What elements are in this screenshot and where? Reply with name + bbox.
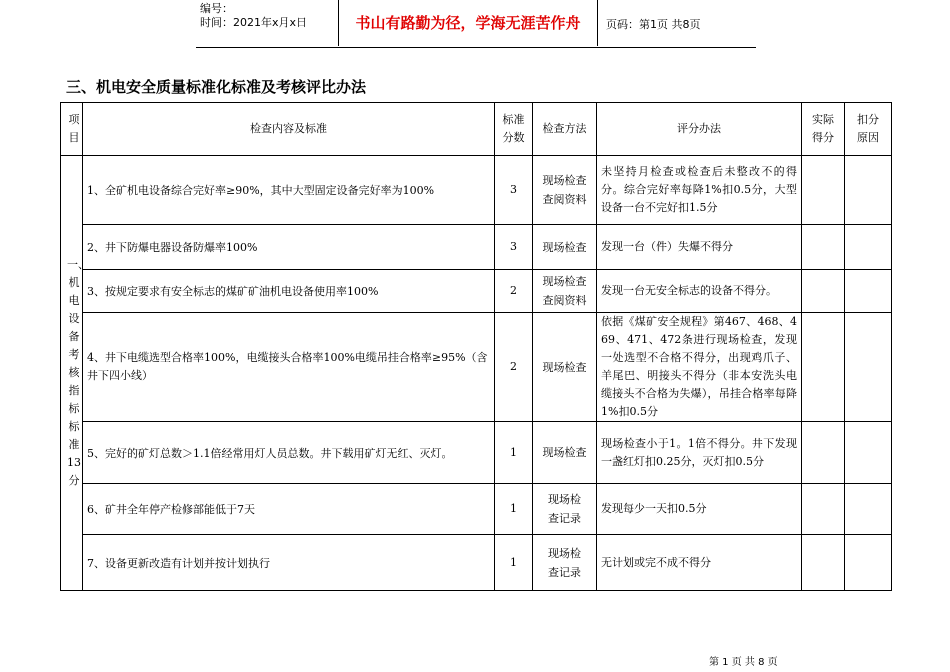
row-deduction-reason xyxy=(845,270,892,313)
row-score: 2 xyxy=(495,313,533,422)
row-rule: 未坚持月检查或检查后未整改不的得分。综合完好率每降1%扣0.5分，大型设备一台不完好扣1.5分 xyxy=(597,156,802,225)
row-rule: 发现每少一天扣0.5分 xyxy=(597,484,802,535)
row-score: 2 xyxy=(495,270,533,313)
header-reason: 扣分原因 xyxy=(845,103,892,156)
page-number-label: 页码：第1页 共8页 xyxy=(606,18,701,31)
time-label: 时间：2021年x月x日 xyxy=(200,16,308,29)
row-method: 现场检查记录 xyxy=(533,484,597,535)
row-actual-score xyxy=(802,535,845,591)
row-deduction-reason xyxy=(845,313,892,422)
header-meta xyxy=(200,2,307,30)
page-footer: 第 1 页 共 8 页 xyxy=(709,657,778,668)
table-row xyxy=(61,535,892,591)
row-deduction-reason xyxy=(845,535,892,591)
table-row xyxy=(61,422,892,484)
row-actual-score xyxy=(802,225,845,270)
row-rule: 依据《煤矿安全规程》第467、468、469、471、472条进行现场检查，发现一处选型不合格不得分，出现鸡爪子、羊尾巴、明接头不得分（非本安洗头电缆接头不合格为失爆），吊挂合格率每降1%扣0.5分 xyxy=(597,313,802,422)
row-score: 1 xyxy=(495,535,533,591)
row-deduction-reason xyxy=(845,484,892,535)
row-method: 现场检查记录 xyxy=(533,535,597,591)
row-deduction-reason xyxy=(845,422,892,484)
section-title: 三、机电安全质量标准化标准及考核评比办法 xyxy=(66,78,367,96)
header-rule: 评分办法 xyxy=(597,103,802,156)
row-rule: 现场检查小于1。1倍不得分。井下发现一盏红灯扣0.25分，灭灯扣0.5分 xyxy=(597,422,802,484)
row-content: 6、矿井全年停产检修部能低于7天 xyxy=(83,484,495,535)
table-row xyxy=(61,313,892,422)
row-rule: 无计划或完不成不得分 xyxy=(597,535,802,591)
row-actual-score xyxy=(802,156,845,225)
row-content: 2、井下防爆电器设备防爆率100% xyxy=(83,225,495,270)
row-rule: 发现一台（件）失爆不得分 xyxy=(597,225,802,270)
row-method: 现场检查 xyxy=(533,313,597,422)
row-method: 现场检查查阅资料 xyxy=(533,156,597,225)
row-deduction-reason xyxy=(845,156,892,225)
row-score: 1 xyxy=(495,484,533,535)
row-content: 5、完好的矿灯总数＞1.1倍经常用灯人员总数。井下载用矿灯无红、灭灯。 xyxy=(83,422,495,484)
header-method: 检查方法 xyxy=(533,103,597,156)
row-actual-score xyxy=(802,313,845,422)
table-row xyxy=(61,270,892,313)
row-content: 7、设备更新改造有计划并按计划执行 xyxy=(83,535,495,591)
header-actual: 实际得分 xyxy=(802,103,845,156)
header-item: 项目 xyxy=(61,103,83,156)
header-motto: 书山有路勤为径，学海无涯苦作舟 xyxy=(338,0,598,46)
row-score: 3 xyxy=(495,225,533,270)
header-score: 标准分数 xyxy=(495,103,533,156)
table-row xyxy=(61,156,892,225)
header-content: 检查内容及标准 xyxy=(83,103,495,156)
row-method: 现场检查查阅资料 xyxy=(533,270,597,313)
row-score: 3 xyxy=(495,156,533,225)
category-cell: 一、机电设备考核指标标准13分 xyxy=(61,156,83,591)
row-actual-score xyxy=(802,422,845,484)
table-row xyxy=(61,484,892,535)
row-actual-score xyxy=(802,484,845,535)
row-method: 现场检查 xyxy=(533,422,597,484)
assessment-table xyxy=(60,102,892,591)
row-score: 1 xyxy=(495,422,533,484)
row-content: 1、全矿机电设备综合完好率≥90%，其中大型固定设备完好率为100% xyxy=(83,156,495,225)
table-row xyxy=(61,225,892,270)
row-actual-score xyxy=(802,270,845,313)
table-header-row xyxy=(61,103,892,156)
row-deduction-reason xyxy=(845,225,892,270)
number-label: 编号： xyxy=(200,2,233,15)
row-method: 现场检查 xyxy=(533,225,597,270)
page-header xyxy=(196,0,756,48)
row-rule: 发现一台无安全标志的设备不得分。 xyxy=(597,270,802,313)
row-content: 3、按规定要求有安全标志的煤矿矿油机电设备使用率100% xyxy=(83,270,495,313)
row-content: 4、井下电缆选型合格率100%，电缆接头合格率100%电缆吊挂合格率≥95%（含井下四小线） xyxy=(83,313,495,422)
